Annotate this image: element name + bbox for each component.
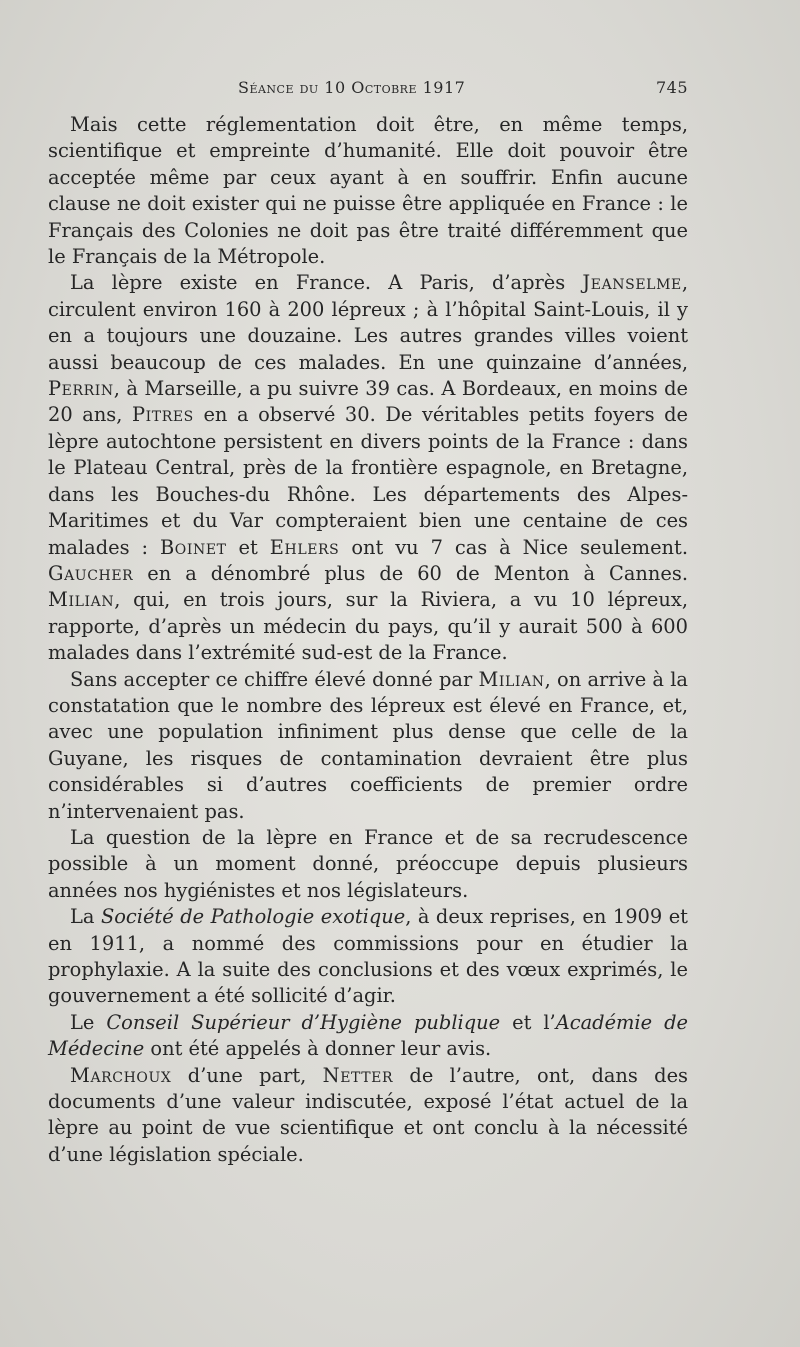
institution-name: Société de Pathologie exotique (100, 905, 406, 929)
running-header (48, 72, 688, 102)
author-name: Milian (478, 667, 545, 691)
paragraph-1 (48, 112, 688, 270)
paragraph-4-text: La question de la lèpre en France et de sa recrudescence possible à un moment donné, préoccupe depuis plusieurs années nos hygiénistes et nos législateurs. (48, 825, 688, 902)
text-run: en a dénombré plus de 60 de Menton à Cannes. (133, 561, 688, 585)
institution-name: Académie de Médecine (48, 1010, 688, 1061)
paragraph-2 (48, 270, 688, 666)
text-run: , à deux reprises, en 1909 et en 1911, a nommé des commissions pour en étudier la prophylaxie. A la suite des conclusions et des vœux exprimés, le gouvernement a été sollicité d’agir. (48, 905, 688, 1008)
paragraph-5 (48, 904, 688, 1010)
paragraph-4 (48, 825, 688, 904)
text-run: , on arrive à la constatation que le nombre des lépreux est élevé en France, et, avec une population infiniment plus dense que celle de la Guyane, les risques de contamination devraient être plus considérables si d’autres coefficients de premier ordre n’intervenaient pas. (48, 667, 688, 823)
author-name: Gaucher (48, 561, 134, 585)
institution-name: Conseil Supérieur d’Hygiène publique (106, 1010, 501, 1034)
text-run: et (226, 535, 270, 559)
running-title: Séance du 10 Octobre 1917 (238, 78, 466, 97)
author-name: Marchoux (70, 1063, 172, 1087)
text-run: Sans accepter ce chiffre élevé donné par (70, 667, 479, 691)
author-name: Boinet (159, 535, 227, 559)
author-name: Ehlers (269, 535, 340, 559)
author-name: Jeanselme (582, 271, 682, 295)
text-run: et l’ (500, 1010, 556, 1034)
text-run: ont vu 7 cas à Nice seulement. (339, 535, 688, 559)
book-page (48, 72, 688, 1168)
body-text (48, 112, 688, 1168)
author-name: Milian (48, 588, 115, 612)
text-run: ont été appelés à donner leur avis. (144, 1037, 492, 1061)
text-run: , à Marseille, a pu suivre 39 cas. A Bordeaux, en moins de 20 ans, (48, 377, 688, 427)
text-run: d’une part, (171, 1063, 323, 1087)
text-run: , qui, en trois jours, sur la Riviera, a vu 10 lépreux, rapporte, d’après un médecin du pays, qu’il y aurait 500 à 600 malades dans l’extrémité sud-est de la France. (48, 588, 688, 665)
author-name: Netter (322, 1063, 394, 1087)
author-name: Perrin (48, 377, 114, 401)
text-run: de l’autre, ont, dans des documents d’une valeur indiscutée, exposé l’état actuel de la lèpre au point de vue scientifique et ont conclu à la nécessité d’une législation spéciale. (48, 1063, 688, 1166)
page-number: 745 (655, 78, 688, 97)
paragraph-7 (48, 1063, 688, 1169)
text-run: en a observé 30. De véritables petits foyers de lèpre autochtone persistent en divers points de la France : dans le Plateau Central, près de la frontière espagnole, en Bretagne, dans les Bouches-du Rhône. Les départements des Alpes-Maritimes et du Var compteraient bien une centaine de ces malades : (48, 403, 688, 559)
paragraph-1-text: Mais cette réglementation doit être, en même temps, scientifique et empreinte d’humanité. Elle doit pouvoir être acceptée même par ceux ayant à en souffrir. Enfin aucune clause ne doit exister qui ne puisse être appliquée en France : le Français des Colonies ne doit pas être traité différemment que le Français de la Métropole. (48, 113, 688, 269)
text-run: La lèpre existe en France. A Paris, d’après (70, 271, 583, 295)
author-name: Pitres (132, 403, 194, 427)
text-run: La (70, 905, 101, 929)
paragraph-3 (48, 667, 688, 825)
paragraph-6 (48, 1010, 688, 1063)
text-run: Le (70, 1010, 107, 1034)
text-run: , circulent environ 160 à 200 lépreux ; à l’hôpital Saint-Louis, il y en a toujours une douzaine. Les autres grandes villes voient aussi beaucoup de ces malades. En une quinzaine d’années, (48, 271, 688, 374)
